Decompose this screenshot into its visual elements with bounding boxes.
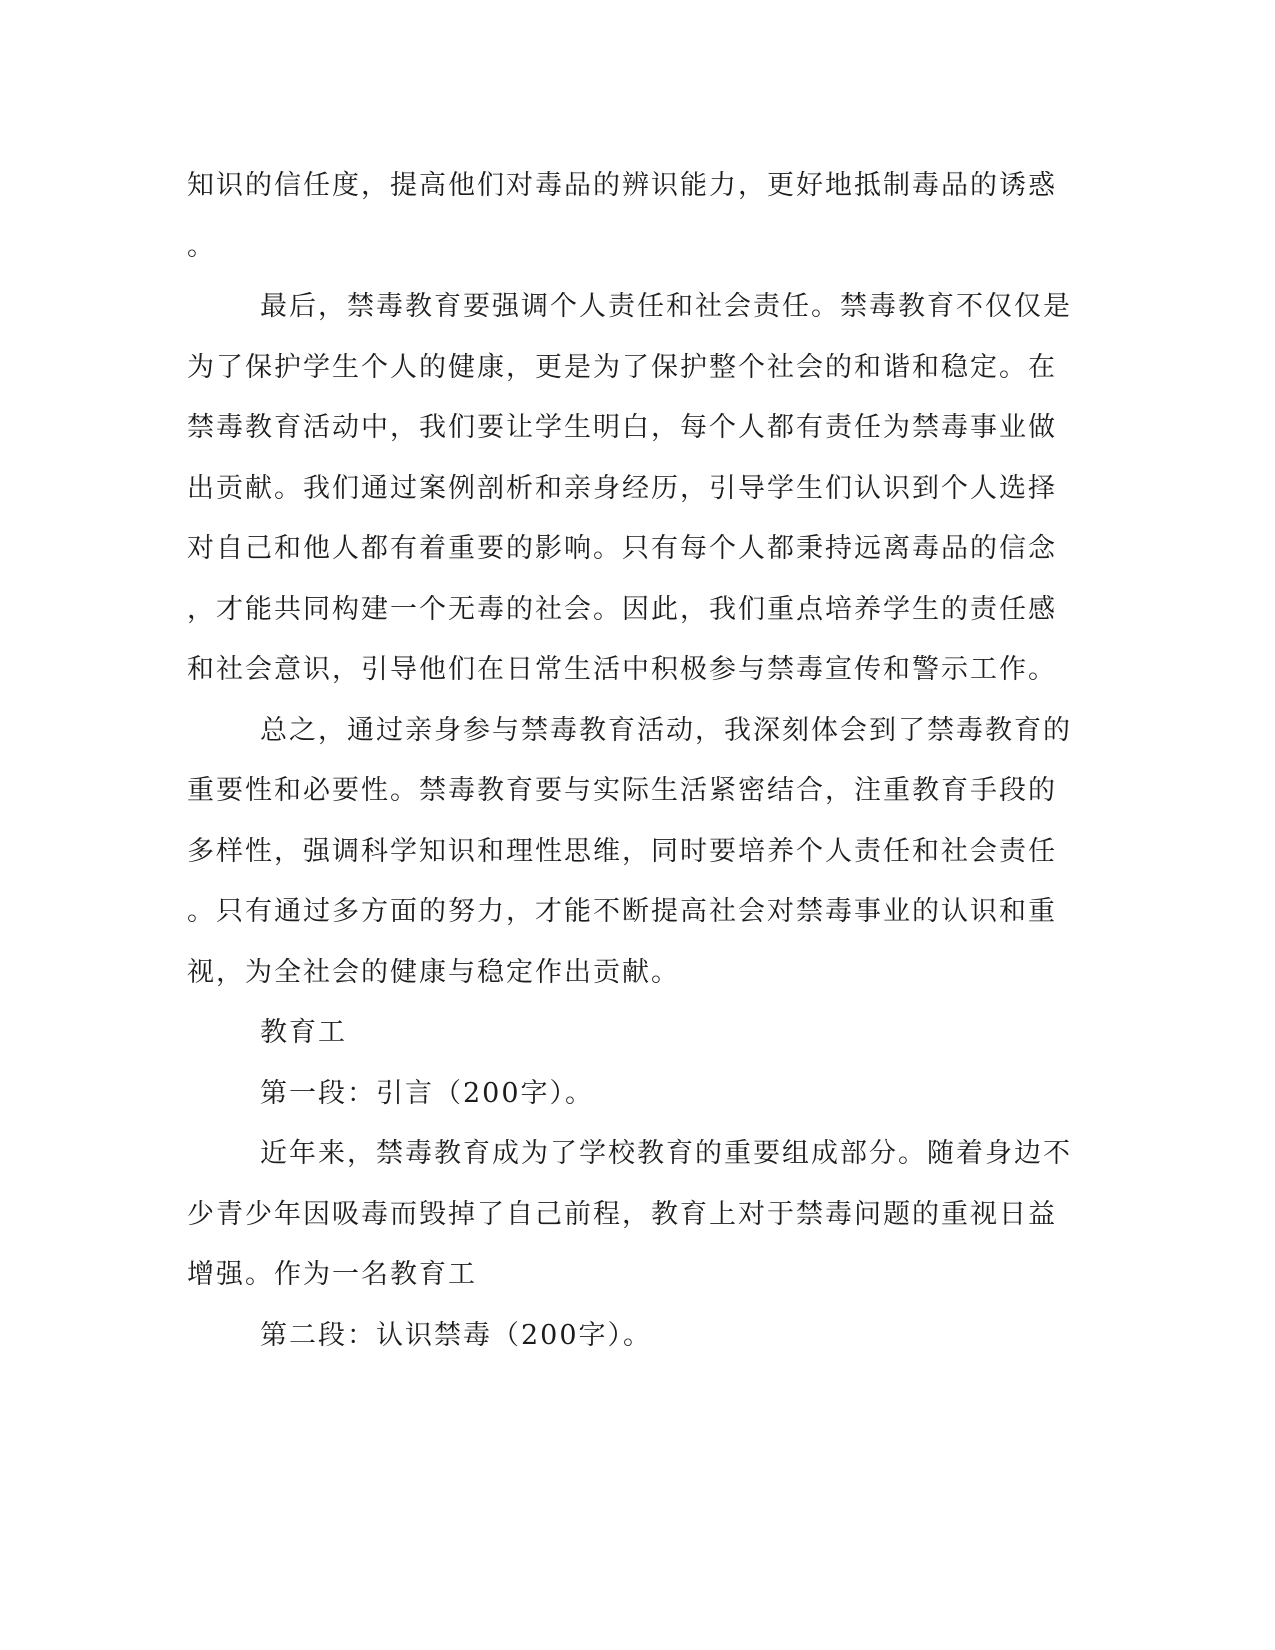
text-line: 总之，通过亲身参与禁毒教育活动，我深刻体会到了禁毒教育的: [260, 714, 1072, 746]
text-line: 增强。作为一名教育工: [187, 1259, 477, 1290]
text-line: 第一段：引言（200字）。: [260, 1077, 595, 1109]
text-line: 最后，禁毒教育要强调个人责任和社会责任。禁毒教育不仅仅是: [260, 291, 1072, 322]
text-line: 。: [187, 230, 216, 262]
text-line: 多样性，强调科学知识和理性思维，同时要培养个人责任和社会责任: [187, 835, 1057, 867]
text-line: 知识的信任度，提高他们对毒品的辨识能力，更好地抵制毒品的诱惑: [187, 170, 1057, 201]
text-line: 出贡献。我们通过案例剖析和亲身经历，引导学生们认识到个人选择: [187, 472, 1057, 504]
text-line: 第二段：认识禁毒（200字）。: [260, 1319, 653, 1351]
text-line: 和社会意识，引导他们在日常生活中积极参与禁毒宣传和警示工作。: [187, 654, 1057, 685]
text-line: 近年来，禁毒教育成为了学校教育的重要组成部分。随着身边不: [260, 1138, 1072, 1169]
text-line: 对自己和他人都有着重要的影响。只有每个人都秉持远离毒品的信念: [187, 533, 1057, 564]
text-line: ，才能共同构建一个无毒的社会。因此，我们重点培养学生的责任感: [187, 593, 1057, 625]
text-line: 教育工: [260, 1017, 347, 1048]
text-line: 为了保护学生个人的健康，更是为了保护整个社会的和谐和稳定。在: [187, 351, 1057, 383]
text-line: 视，为全社会的健康与稳定作出贡献。: [187, 956, 680, 988]
document-body: [187, 156, 1072, 1366]
text-line: 。只有通过多方面的努力，才能不断提高社会对禁毒事业的认识和重: [187, 896, 1057, 927]
text-line: 禁毒教育活动中，我们要让学生明白，每个人都有责任为禁毒事业做: [187, 412, 1057, 443]
text-line: 少青少年因吸毒而毁掉了自己前程，教育上对于禁毒问题的重视日益: [187, 1198, 1057, 1230]
text-line: 重要性和必要性。禁毒教育要与实际生活紧密结合，注重教育手段的: [187, 775, 1057, 806]
